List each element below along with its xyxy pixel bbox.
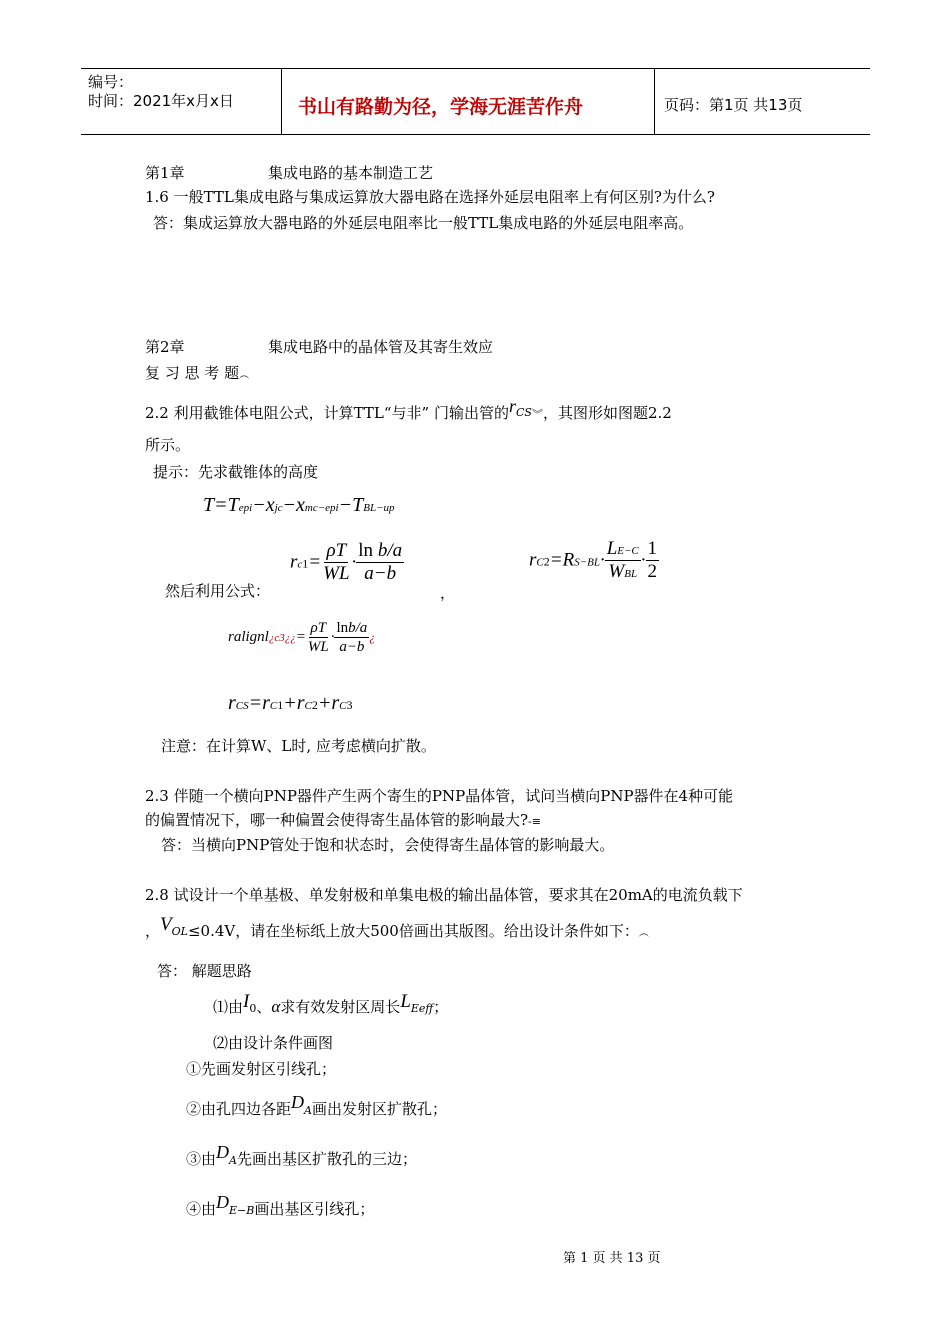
return-mark-icon: ︵ (239, 370, 250, 381)
header-divider-left (281, 68, 282, 135)
return-mark-icon: -≡ (528, 815, 541, 828)
question-2-2-line2: 所示。 (145, 436, 191, 454)
step-2: ⑵由设计条件画图 (213, 1034, 334, 1052)
step-1 (213, 991, 449, 1018)
symbol-L: L (400, 991, 411, 1012)
symbol-D: D (216, 1192, 230, 1212)
substep-3 (186, 1142, 417, 1169)
subscript-A: A (229, 1154, 237, 1167)
question-2-3-line1: 2.3 伴随一个横向PNP器件产生两个寄生的PNP晶体管，试问当横向PNP器件在4种可能 (145, 787, 734, 805)
question-2-3-text: 的偏置情况下，哪一种偏置会使得寄生晶体管的影响最大? (145, 811, 529, 829)
footer-page-number: 第 1 页 共 13 页 (563, 1251, 661, 1266)
formula-T-height: T=Tepi−xjc−xmc−epi−TBL−up (203, 494, 395, 516)
question-2-2-text-a: 2.2 利用截锥体电阻公式，计算TTL“与非” 门输出管的 (145, 404, 509, 422)
substep-3-text-b: 先画出基区扩散孔的三边； (236, 1150, 417, 1168)
then-use-formula-label: 然后利用公式： (165, 582, 271, 600)
subscript-E-B: E−B (229, 1204, 255, 1217)
question-2-8-text: ≤0.4V，请在坐标纸上放大500倍画出其版图。给出设计条件如下： (187, 922, 639, 940)
chapter2-title: 集成电路中的晶体管及其寄生效应 (268, 338, 494, 356)
chapter2-number: 第2章 (145, 338, 185, 356)
question-1-6: 1.6 一般TTL集成电路与集成运算放大器电路在选择外延层电阻率上有何区别?为什么? (145, 188, 715, 206)
substep-2 (186, 1092, 447, 1119)
substep-4-text-b: 画出基区引线孔； (254, 1200, 375, 1218)
step-1-text-c: 求有效发射区周长 (280, 998, 401, 1016)
symbol-V: V (160, 914, 172, 935)
answer-1-6: 答：集成运算放大器电路的外延层电阻率比一般TTL集成电路的外延层电阻率高。 (153, 214, 694, 232)
header-code-label: 编号： (88, 73, 134, 91)
step-1-text-d: ； (433, 998, 449, 1016)
subscript-A: A (304, 1104, 312, 1117)
header-page-label: 页码：第1页 共13页 (664, 96, 803, 114)
substep-3-text-a: ③由 (186, 1150, 217, 1168)
question-2-3-line2 (145, 809, 541, 830)
header-divider-right (654, 68, 655, 135)
substep-1: ①先画发射区引线孔； (186, 1060, 337, 1078)
step-1-text-b: 、 (256, 998, 272, 1016)
header-motto: 书山有路勤为径，学海无涯苦作舟 (298, 96, 584, 118)
symbol-alpha: α (271, 997, 281, 1016)
formula-comma: ， (440, 584, 456, 602)
header-bottom-rule (81, 134, 870, 135)
formula-rc2: rC2=RS−BL· $\frac{LE-C}{\text{WBL}}$ · $\frac{1}{2}$ (529, 538, 658, 582)
chapter1-title: 集成电路的基本制造工艺 (268, 164, 434, 182)
answer-2-8-heading: 答： 解题思路 (157, 962, 252, 980)
chapter1-number: 第1章 (145, 164, 185, 182)
review-heading-text: 复 习 思 考 题 (145, 364, 240, 382)
comma-lead: ， (145, 922, 161, 940)
substep-2-text-a: ②由孔四边各距 (186, 1100, 292, 1118)
question-2-8-line2 (145, 914, 649, 942)
step-1-text-a: ⑴由 (213, 998, 244, 1016)
header-top-rule (81, 68, 870, 69)
symbol-r: r (508, 396, 516, 416)
ralign-text: ralignl (228, 629, 269, 646)
formula-rc1: rc1= $\frac{\rho T}{WL}$ · $\frac{\text{ln b/a}}{a-b}$ (290, 540, 403, 584)
subscript-cs: CS (516, 406, 532, 419)
return-mark-icon: ︵ (638, 928, 649, 939)
formula-rcs-sum: rCS=rC1+rC2+rC3 (228, 692, 353, 714)
answer-2-3: 答：当横向PNP管处于饱和状态时，会使得寄生晶体管的影响最大。 (161, 836, 615, 854)
header-time-label: 时间：2021年x月x日 (88, 92, 234, 110)
symbol-I: I (243, 991, 250, 1012)
substep-2-text-b: 画出发射区扩散孔； (311, 1100, 447, 1118)
note-text: 注意：在计算W、L时, 应考虑横向扩散。 (161, 737, 436, 755)
symbol-D: D (216, 1142, 230, 1162)
symbol-D: D (291, 1092, 305, 1112)
review-heading (145, 362, 249, 383)
subscript-Eeff: Eeff (410, 1002, 434, 1015)
substep-4 (186, 1192, 375, 1219)
question-2-2-text-b: ，其图形如图题2.2 (542, 404, 672, 422)
hint-text: 提示：先求截锥体的高度 (153, 463, 319, 481)
question-2-8-line1: 2.8 试设计一个单基极、单发射极和单集电极的输出晶体管，要求其在20mA的电流负载下 (145, 886, 743, 904)
subscript-0: 0 (249, 1002, 257, 1015)
substep-4-text-a: ④由 (186, 1200, 217, 1218)
formula-rc3: ralignl¿c3¿¿= $\frac{\rho T}{WL}$ · $\frac{\ln b/a}{a-b}$ ¿ (228, 620, 376, 655)
subscript-OL: OL (171, 925, 188, 938)
return-mark-icon: ︾ (531, 408, 543, 421)
question-2-2-line1 (145, 396, 672, 423)
